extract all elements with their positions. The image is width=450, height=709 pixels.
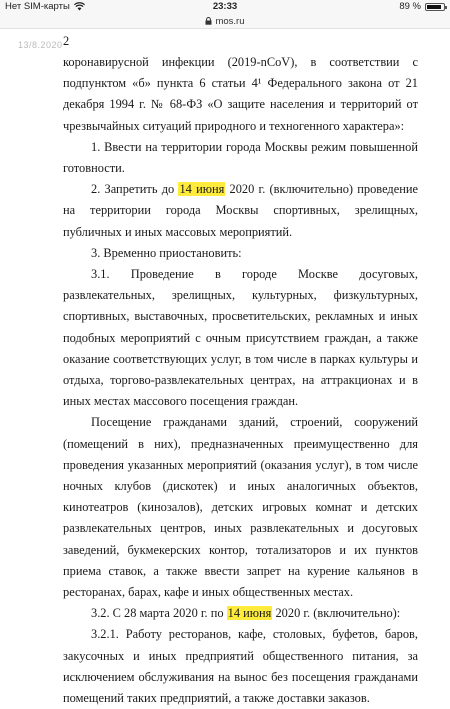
battery-icon: [425, 3, 445, 11]
clock: 23:33: [212, 1, 238, 12]
clause-2-start: 2. Запретить до: [91, 182, 179, 197]
status-bar: [0, 0, 450, 14]
clause-3-2-end: 2020 г. (включительно):: [272, 606, 401, 621]
highlight-date: 14 июня: [227, 606, 272, 621]
clause-1: 1. Ввести на территории города Москвы режим повышенной готовности.: [63, 139, 418, 176]
page-number: 2: [63, 34, 70, 48]
highlight-date: 14 июня: [179, 182, 225, 197]
visit-paragraph: Посещение гражданами зданий, строений, сооружений (помещений в них), предназначенных преимущественно для проведения указанных мероприятий (оказания услуг), в том числе ночных клубов (дискотек) и иных аналогичных объектов, кинотеатров (кинозалов), детских игровых комнат и детских развлекательных центров, иных развлекательных и досуговых заведений, букмекерских контор, тотализаторов и их пунктов приема ставок, а также ввести запрет на курение кальянов в ресторанах, барах, кафе и иных общественных местах.: [63, 415, 418, 600]
document-page: [63, 30, 418, 709]
clause-3: 3. Временно приостановить:: [91, 245, 242, 260]
clause-3-2: [63, 603, 418, 624]
corner-mark: 13/8.2020: [18, 40, 63, 50]
url-text[interactable]: mos.ru: [215, 15, 245, 27]
clause-3-1: 3.1. Проведение в городе Москве досуговых, развлекательных, зрелищных, культурных, физкультурных, спортивных, выставочных, просветительских, рекламных и иных подобных мероприятий с очным присутствием граждан, а также оказание соответствующих услуг, в том числе в парках культуры и отдыха, торгово-развлекательных центрах, на аттракционах и в иных местах массового посещения граждан.: [63, 267, 418, 409]
battery-fill: [427, 5, 441, 9]
clause-3-2-start: 3.2. С 28 марта 2020 г. по: [91, 606, 227, 621]
clause-2-end: 2020 г. (включительно) проведение на территории города Москвы спортивных, зрелищных, публичных и иных массовых мероприятий.: [63, 182, 418, 239]
carrier-label: Нет SIM-карты: [5, 1, 70, 12]
battery-percent: 89 %: [399, 1, 421, 12]
clause-3-2-1: 3.2.1. Работу ресторанов, кафе, столовых, буфетов, баров, закусочных и иных предприятий общественного питания, за исключением обслуживания на вынос без посещения гражданами помещений таких предприятий, а также доставки заказов.: [63, 627, 418, 706]
clause-2: [63, 179, 418, 243]
lock-icon: [205, 17, 212, 25]
intro-paragraph: коронавирусной инфекции (2019-nCoV), в соответствии с подпунктом «б» пункта 6 статьи 4¹ Федерального закона от 21 декабря 1994 г. № 68-ФЗ «О защите населения и территорий от чрезвычайных ситуаций природного и техногенного характера»:: [63, 55, 418, 133]
status-right: [399, 1, 445, 12]
address-bar[interactable]: [0, 14, 450, 29]
